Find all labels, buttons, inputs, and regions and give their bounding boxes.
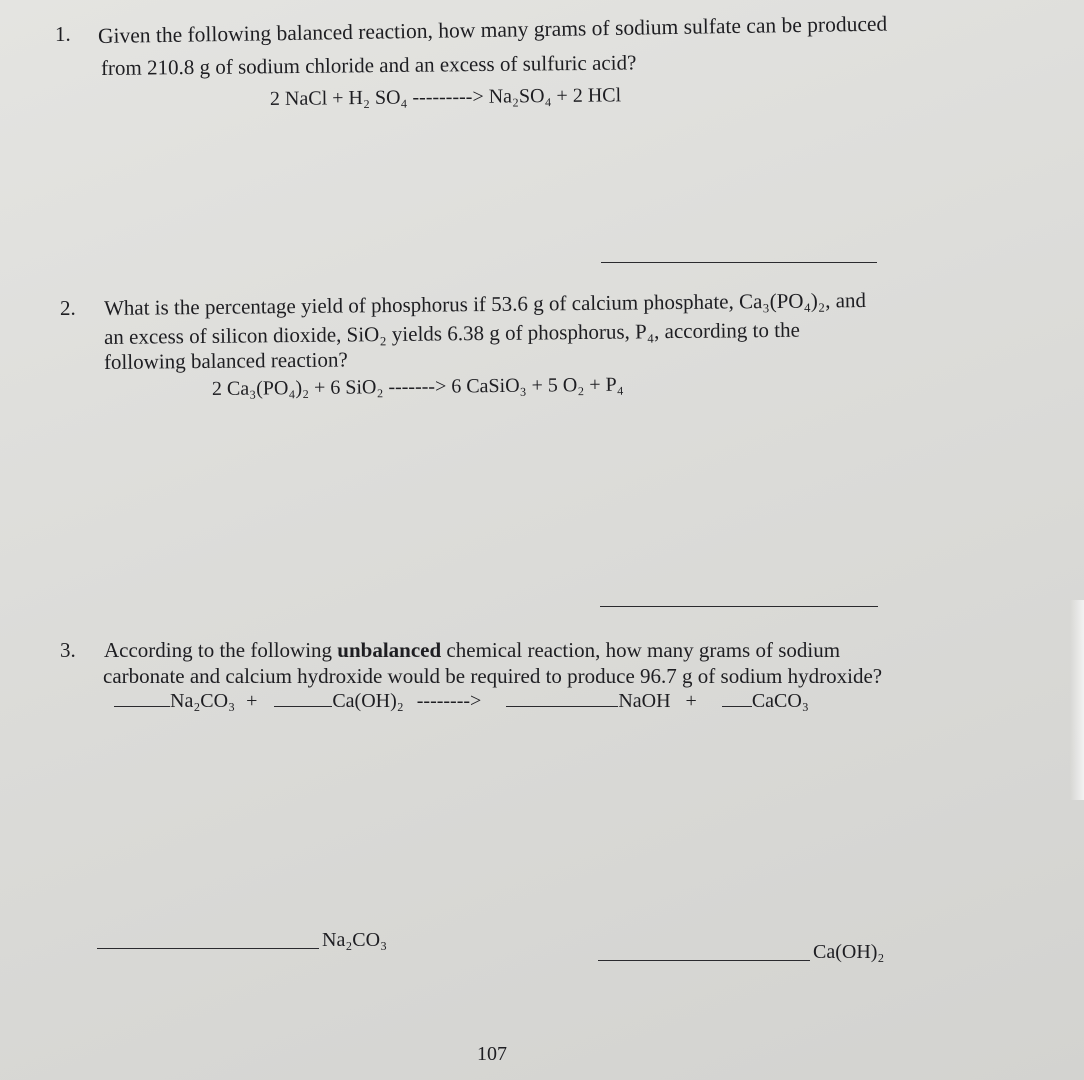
coefficient-blank-naoh[interactable] <box>506 706 618 707</box>
answer-label-caoh2: Ca(OH)₂ <box>813 941 885 963</box>
equation-term-caoh2: Ca(OH)₂ <box>332 690 404 712</box>
question-3-unbalanced-word: unbalanced <box>337 638 442 662</box>
question-1-answer-line[interactable] <box>601 262 877 263</box>
answer-label-na2co3: Na₂CO₃ <box>322 929 388 951</box>
question-1-line-1: Given the following balanced reaction, how many grams of sodium sulfate can be produced <box>97 11 888 48</box>
question-3-line-2: carbonate and calcium hydroxide would be required to produce 96.7 g of sodium hydroxide? <box>103 664 883 688</box>
question-3-line-1 <box>104 638 840 663</box>
question-2-line-1: What is the percentage yield of phosphorus if 53.6 g of calcium phosphate, Ca₃(PO₄)₂, and <box>103 288 867 320</box>
question-2-equation: 2 Ca₃(PO₄)₂ + 6 SiO₂ -------> 6 CaSiO₃ + 5 O₂ + P₄ <box>211 373 624 400</box>
paper-edge <box>1070 600 1084 800</box>
question-1-equation: 2 NaCl + H₂ SO₄ ---------> Na₂SO₄ + 2 HCl <box>269 84 622 110</box>
question-2-line-3: following balanced reaction? <box>103 347 348 374</box>
equation-term-naoh: NaOH <box>618 690 671 712</box>
page-number: 107 <box>477 1043 507 1065</box>
question-1-line-2: from 210.8 g of sodium chloride and an excess of sulfuric acid? <box>100 50 637 80</box>
question-2-answer-line[interactable] <box>600 606 878 607</box>
question-2-line-2: an excess of silicon dioxide, SiO₂ yields 6.38 g of phosphorus, P₄, according to the <box>103 317 800 349</box>
equation-plus-2: + <box>685 690 697 712</box>
coefficient-blank-na2co3[interactable] <box>114 706 170 707</box>
equation-arrow: --------> <box>416 690 482 712</box>
equation-term-caco3: CaCO₃ <box>751 690 809 712</box>
coefficient-blank-caoh2[interactable] <box>274 706 332 707</box>
question-3-number: 3. <box>60 638 76 662</box>
equation-plus-1: + <box>246 690 258 712</box>
question-1-number: 1. <box>55 22 71 46</box>
coefficient-blank-caco3[interactable] <box>722 706 752 707</box>
question-3-line-1-start: According to the following <box>104 638 338 662</box>
equation-term-na2co3: Na₂CO₃ <box>170 690 236 712</box>
question-3-answer-line-caoh2[interactable] <box>598 960 810 961</box>
question-2-number: 2. <box>60 296 76 320</box>
question-3-line-1-end: chemical reaction, how many grams of sodium <box>441 638 841 662</box>
question-3-equation <box>114 690 809 713</box>
question-3-answer-line-na2co3[interactable] <box>97 948 319 949</box>
